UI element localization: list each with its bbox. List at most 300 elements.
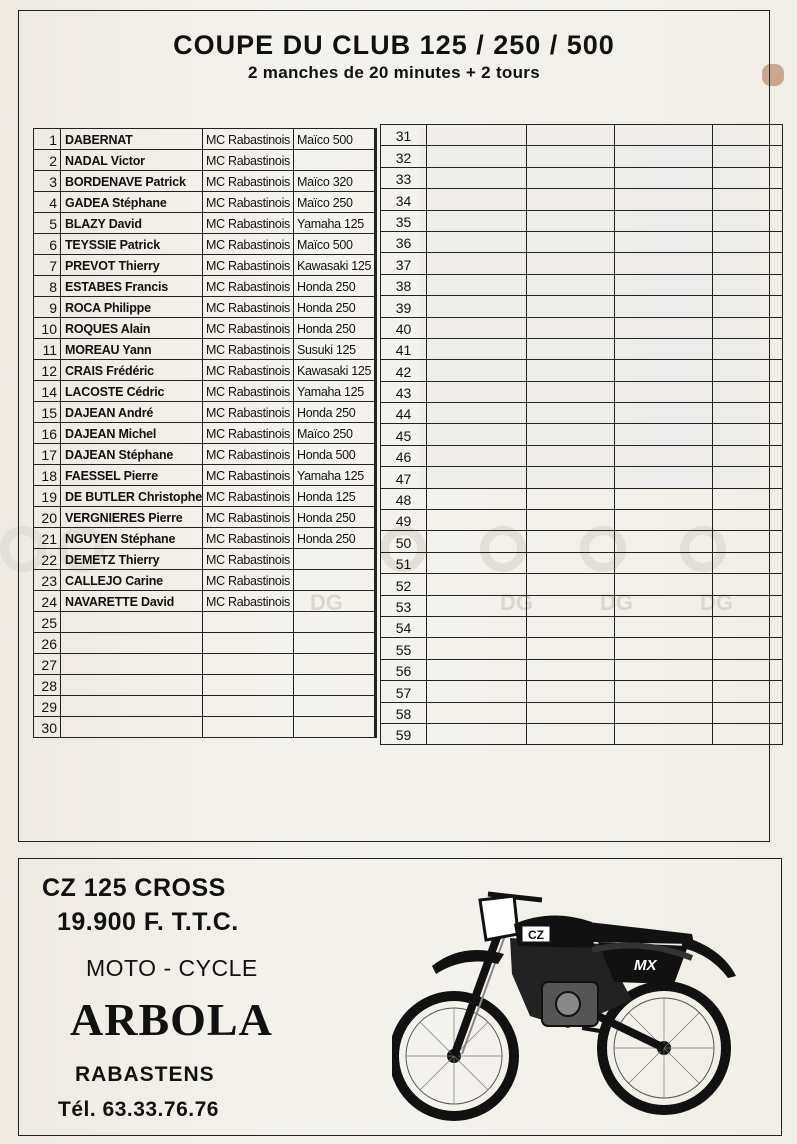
empty-cell [713, 296, 783, 317]
rider-club: MC Rabastinois [202, 234, 293, 255]
empty-cell [527, 424, 615, 445]
rider-number: 26 [34, 633, 61, 654]
empty-cell [615, 552, 713, 573]
watermark-logo: DG [600, 590, 633, 615]
empty-cell [713, 403, 783, 424]
rider-motorcycle: Yamaha 125 [293, 213, 375, 234]
rider-club: MC Rabastinois [202, 129, 293, 150]
rider-row [34, 528, 376, 549]
rider-name: DAJEAN André [61, 402, 203, 423]
entry-row [381, 659, 783, 680]
entry-row [381, 231, 783, 252]
rider-number: 11 [34, 339, 61, 360]
rider-motorcycle [293, 150, 375, 171]
rider-row [34, 129, 376, 150]
rider-name [61, 633, 203, 654]
rider-name: FAESSEL Pierre [61, 465, 203, 486]
rider-motorcycle: Maïco 500 [293, 234, 375, 255]
entry-number: 49 [381, 510, 427, 531]
empty-cell [427, 595, 527, 616]
entry-number: 40 [381, 317, 427, 338]
ad-price: 19.900 F. T.T.C. [57, 908, 239, 936]
rider-name: DAJEAN Michel [61, 423, 203, 444]
entry-row [381, 338, 783, 359]
empty-cell [615, 510, 713, 531]
entry-row [381, 381, 783, 402]
empty-cell [427, 210, 527, 231]
empty-cell [427, 296, 527, 317]
rider-club [202, 654, 293, 675]
ad-shop-name: ARBOLA [70, 994, 273, 1045]
empty-cell [427, 552, 527, 573]
empty-cell [527, 552, 615, 573]
entry-number: 37 [381, 253, 427, 274]
entry-number: 45 [381, 424, 427, 445]
riders-table [33, 128, 377, 738]
rider-club: MC Rabastinois [202, 444, 293, 465]
empty-cell [527, 296, 615, 317]
rider-club: MC Rabastinois [202, 171, 293, 192]
empty-cell [713, 531, 783, 552]
entry-row [381, 723, 783, 744]
empty-cell [427, 510, 527, 531]
empty-cell [713, 210, 783, 231]
empty-cell [527, 531, 615, 552]
empty-cell [713, 146, 783, 167]
rider-motorcycle [293, 696, 375, 717]
rider-row [34, 696, 376, 717]
header [18, 28, 770, 84]
rider-number: 9 [34, 297, 61, 318]
rider-name [61, 696, 203, 717]
rider-number: 30 [34, 717, 61, 738]
empty-cell [427, 638, 527, 659]
empty-cell [615, 189, 713, 210]
rider-club: MC Rabastinois [202, 381, 293, 402]
rider-name: CALLEJO Carine [61, 570, 203, 591]
rider-row [34, 234, 376, 255]
rider-name: BLAZY David [61, 213, 203, 234]
empty-cell [615, 681, 713, 702]
entry-row [381, 488, 783, 509]
rider-number: 19 [34, 486, 61, 507]
empty-cell [713, 338, 783, 359]
rider-club [202, 696, 293, 717]
entry-row [381, 681, 783, 702]
ad-city: RABASTENS [75, 1063, 215, 1086]
rider-motorcycle [293, 654, 375, 675]
entry-row [381, 467, 783, 488]
empty-cell [713, 253, 783, 274]
empty-cell [615, 125, 713, 146]
empty-cell [713, 445, 783, 466]
empty-cell [427, 616, 527, 637]
rider-club: MC Rabastinois [202, 465, 293, 486]
empty-cell [713, 274, 783, 295]
rider-motorcycle: Susuki 125 [293, 339, 375, 360]
entry-row [381, 403, 783, 424]
empty-cell [427, 146, 527, 167]
rider-motorcycle: Honda 500 [293, 444, 375, 465]
rider-row [34, 402, 376, 423]
rider-name: ESTABES Francis [61, 276, 203, 297]
empty-cell [527, 616, 615, 637]
empty-cell [427, 659, 527, 680]
empty-cell [427, 488, 527, 509]
empty-cell [427, 381, 527, 402]
entry-row [381, 296, 783, 317]
rider-row [34, 486, 376, 507]
empty-cell [427, 274, 527, 295]
empty-cell [713, 574, 783, 595]
rider-club: MC Rabastinois [202, 192, 293, 213]
rider-number: 21 [34, 528, 61, 549]
rider-row [34, 318, 376, 339]
entry-number: 33 [381, 167, 427, 188]
rider-club: MC Rabastinois [202, 528, 293, 549]
rider-row [34, 549, 376, 570]
entry-number: 42 [381, 360, 427, 381]
rider-club: MC Rabastinois [202, 297, 293, 318]
empty-cell [713, 381, 783, 402]
empty-cell [615, 488, 713, 509]
empty-cell [713, 488, 783, 509]
empty-cell [615, 146, 713, 167]
empty-cell [527, 681, 615, 702]
rider-motorcycle: Yamaha 125 [293, 465, 375, 486]
ad-shop-type: MOTO - CYCLE [86, 955, 258, 981]
empty-cell [527, 231, 615, 252]
rider-number: 3 [34, 171, 61, 192]
entry-number: 59 [381, 723, 427, 744]
entry-row [381, 638, 783, 659]
empty-cell [713, 702, 783, 723]
empty-cell [427, 125, 527, 146]
empty-cell [527, 167, 615, 188]
entry-number: 35 [381, 210, 427, 231]
rider-name [61, 675, 203, 696]
rider-row [34, 654, 376, 675]
empty-cell [527, 510, 615, 531]
rider-row [34, 465, 376, 486]
empty-cell [527, 488, 615, 509]
rider-motorcycle: Kawasaki 125 [293, 255, 375, 276]
entry-row [381, 146, 783, 167]
empty-cell [527, 574, 615, 595]
rider-club: MC Rabastinois [202, 507, 293, 528]
rider-name: BORDENAVE Patrick [61, 171, 203, 192]
rider-club: MC Rabastinois [202, 402, 293, 423]
empty-cell [427, 681, 527, 702]
rider-number: 20 [34, 507, 61, 528]
rider-number: 14 [34, 381, 61, 402]
rider-row [34, 591, 376, 612]
empty-cell [713, 467, 783, 488]
watermark-logo: DG [500, 590, 533, 615]
empty-cell [615, 424, 713, 445]
empty-cell [527, 659, 615, 680]
entry-number: 55 [381, 638, 427, 659]
rider-row [34, 675, 376, 696]
rider-motorcycle: Maïco 500 [293, 129, 375, 150]
empty-cell [615, 467, 713, 488]
rider-row [34, 423, 376, 444]
rider-row [34, 633, 376, 654]
rider-number: 16 [34, 423, 61, 444]
entry-number: 34 [381, 189, 427, 210]
empty-cell [527, 445, 615, 466]
rider-number: 28 [34, 675, 61, 696]
entry-number: 41 [381, 338, 427, 359]
empty-cell [427, 403, 527, 424]
empty-cell [615, 167, 713, 188]
entry-row [381, 424, 783, 445]
entry-row [381, 574, 783, 595]
empty-cell [527, 723, 615, 744]
entry-number: 36 [381, 231, 427, 252]
empty-cell [713, 616, 783, 637]
watermark-logo: DG [700, 590, 733, 615]
entry-number: 52 [381, 574, 427, 595]
rider-club: MC Rabastinois [202, 486, 293, 507]
rider-row [34, 213, 376, 234]
rider-club: MC Rabastinois [202, 423, 293, 444]
entry-row [381, 167, 783, 188]
entry-row [381, 317, 783, 338]
rider-row [34, 276, 376, 297]
entry-row [381, 595, 783, 616]
page-title: COUPE DU CLUB 125 / 250 / 500 [173, 30, 615, 60]
rider-number: 1 [34, 129, 61, 150]
empty-cell [527, 702, 615, 723]
rider-name: LACOSTE Cédric [61, 381, 203, 402]
entry-number: 32 [381, 146, 427, 167]
rider-motorcycle [293, 675, 375, 696]
entry-number: 47 [381, 467, 427, 488]
rider-motorcycle [293, 549, 375, 570]
rider-row [34, 612, 376, 633]
rider-motorcycle [293, 717, 375, 738]
empty-cell [615, 445, 713, 466]
rider-club: MC Rabastinois [202, 276, 293, 297]
rider-motorcycle [293, 591, 375, 612]
empty-cell [427, 231, 527, 252]
rider-name: PREVOT Thierry [61, 255, 203, 276]
empty-cell [615, 638, 713, 659]
rider-motorcycle: Honda 250 [293, 528, 375, 549]
empty-cell [615, 231, 713, 252]
rider-number: 2 [34, 150, 61, 171]
empty-cell [713, 638, 783, 659]
empty-cell [615, 531, 713, 552]
entry-row [381, 702, 783, 723]
entry-number: 50 [381, 531, 427, 552]
rider-row [34, 360, 376, 381]
rider-number: 18 [34, 465, 61, 486]
entry-row [381, 210, 783, 231]
rider-row [34, 570, 376, 591]
rider-row [34, 381, 376, 402]
rider-motorcycle [293, 570, 375, 591]
empty-cell [713, 424, 783, 445]
empty-cell [615, 210, 713, 231]
extra-numbers-table [380, 124, 783, 745]
entry-row [381, 360, 783, 381]
empty-cell [527, 125, 615, 146]
rider-number: 24 [34, 591, 61, 612]
entry-row [381, 445, 783, 466]
rider-motorcycle: Honda 125 [293, 486, 375, 507]
empty-cell [713, 125, 783, 146]
empty-cell [527, 210, 615, 231]
rider-row [34, 507, 376, 528]
rider-name: NADAL Victor [61, 150, 203, 171]
rider-row [34, 444, 376, 465]
rider-row [34, 339, 376, 360]
rider-motorcycle: Honda 250 [293, 276, 375, 297]
ad-model: CZ 125 CROSS [42, 874, 226, 902]
rider-motorcycle: Kawasaki 125 [293, 360, 375, 381]
rider-number: 23 [34, 570, 61, 591]
seat [588, 922, 694, 944]
empty-cell [427, 317, 527, 338]
rider-row [34, 255, 376, 276]
empty-cell [713, 360, 783, 381]
entry-number: 54 [381, 616, 427, 637]
ad-phone: Tél. 63.33.76.76 [58, 1098, 219, 1121]
empty-cell [427, 253, 527, 274]
rider-name: TEYSSIE Patrick [61, 234, 203, 255]
empty-cell [713, 681, 783, 702]
rider-club: MC Rabastinois [202, 360, 293, 381]
rider-club: MC Rabastinois [202, 255, 293, 276]
rider-club [202, 675, 293, 696]
empty-cell [427, 467, 527, 488]
empty-cell [615, 274, 713, 295]
empty-cell [713, 231, 783, 252]
entry-row [381, 616, 783, 637]
empty-cell [527, 595, 615, 616]
rider-number: 4 [34, 192, 61, 213]
rider-number: 27 [34, 654, 61, 675]
entry-row [381, 253, 783, 274]
rider-name: DABERNAT [61, 129, 203, 150]
entry-number: 53 [381, 595, 427, 616]
rider-motorcycle: Honda 250 [293, 318, 375, 339]
rider-motorcycle: Honda 250 [293, 507, 375, 528]
rider-name: MOREAU Yann [61, 339, 203, 360]
empty-cell [713, 167, 783, 188]
entry-number: 43 [381, 381, 427, 402]
rider-club: MC Rabastinois [202, 213, 293, 234]
empty-cell [615, 317, 713, 338]
empty-cell [615, 595, 713, 616]
empty-cell [427, 167, 527, 188]
motocross-bike-illustration [392, 878, 742, 1130]
empty-cell [527, 189, 615, 210]
empty-cell [527, 317, 615, 338]
empty-cell [527, 360, 615, 381]
empty-cell [713, 510, 783, 531]
rider-club: MC Rabastinois [202, 570, 293, 591]
entry-number: 39 [381, 296, 427, 317]
rider-number: 17 [34, 444, 61, 465]
rider-motorcycle: Yamaha 125 [293, 381, 375, 402]
rider-motorcycle: Honda 250 [293, 402, 375, 423]
entry-row [381, 189, 783, 210]
empty-cell [427, 531, 527, 552]
empty-cell [615, 702, 713, 723]
rider-row [34, 150, 376, 171]
empty-cell [615, 338, 713, 359]
empty-cell [713, 317, 783, 338]
entry-number: 31 [381, 125, 427, 146]
rider-row [34, 192, 376, 213]
empty-cell [615, 723, 713, 744]
rider-motorcycle: Honda 250 [293, 297, 375, 318]
rider-motorcycle [293, 612, 375, 633]
rider-name: GADEA Stéphane [61, 192, 203, 213]
rider-motorcycle: Maïco 250 [293, 192, 375, 213]
empty-cell [527, 146, 615, 167]
empty-cell [615, 253, 713, 274]
rider-club: MC Rabastinois [202, 150, 293, 171]
entry-number: 56 [381, 659, 427, 680]
entry-row [381, 274, 783, 295]
rider-name: DAJEAN Stéphane [61, 444, 203, 465]
empty-cell [527, 274, 615, 295]
rider-number: 12 [34, 360, 61, 381]
empty-cell [527, 467, 615, 488]
empty-cell [615, 381, 713, 402]
rider-name: DEMETZ Thierry [61, 549, 203, 570]
rider-number: 7 [34, 255, 61, 276]
empty-cell [713, 723, 783, 744]
empty-cell [427, 702, 527, 723]
tank-logo: CZ [528, 928, 544, 942]
rider-motorcycle: Maïco 320 [293, 171, 375, 192]
rider-motorcycle: Maïco 250 [293, 423, 375, 444]
rider-name: DE BUTLER Christophe [61, 486, 203, 507]
empty-cell [427, 574, 527, 595]
empty-cell [615, 403, 713, 424]
entry-number: 57 [381, 681, 427, 702]
entry-number: 51 [381, 552, 427, 573]
empty-cell [527, 253, 615, 274]
empty-cell [615, 659, 713, 680]
rider-row [34, 297, 376, 318]
rider-club: MC Rabastinois [202, 318, 293, 339]
rider-club: MC Rabastinois [202, 591, 293, 612]
rider-number: 10 [34, 318, 61, 339]
empty-cell [713, 659, 783, 680]
entry-number: 58 [381, 702, 427, 723]
entry-row [381, 510, 783, 531]
entry-row [381, 125, 783, 146]
entry-row [381, 552, 783, 573]
rider-number: 25 [34, 612, 61, 633]
rider-club [202, 612, 293, 633]
empty-cell [427, 424, 527, 445]
rider-name [61, 654, 203, 675]
rider-number: 15 [34, 402, 61, 423]
empty-cell [713, 595, 783, 616]
empty-cell [615, 616, 713, 637]
empty-cell [615, 360, 713, 381]
empty-cell [713, 552, 783, 573]
rider-club [202, 633, 293, 654]
empty-cell [427, 338, 527, 359]
